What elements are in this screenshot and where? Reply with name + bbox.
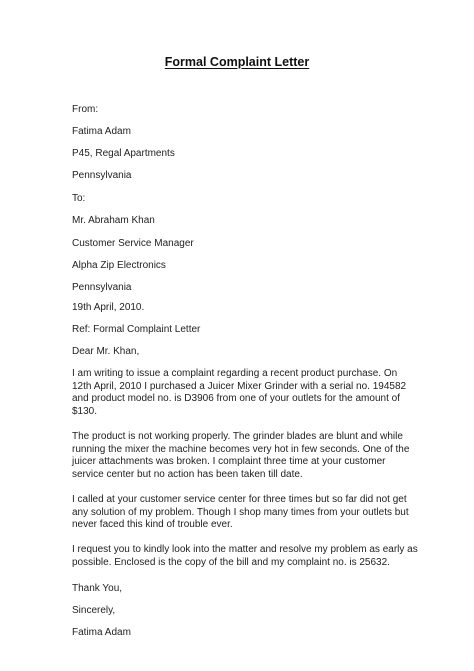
sender-address-line2: Pennsylvania — [72, 170, 132, 181]
closing-line: Sincerely, — [72, 605, 116, 616]
sender-name: Fatima Adam — [72, 126, 131, 137]
letter-title: Formal Complaint Letter — [164, 55, 310, 69]
thank-you-line: Thank You, — [72, 583, 123, 594]
paragraph-line: I am writing to issue a complaint regarding a recent product purchase. On — [72, 368, 398, 379]
paragraph-line: 12th April, 2010 I purchased a Juicer Mixer Grinder with a serial no. 194582 — [72, 380, 407, 392]
paragraph-line: never faced this kind of trouble ever. — [72, 519, 233, 530]
body-paragraph-2 — [72, 431, 418, 481]
paragraph-line: possible. Enclosed is the copy of the bill and my complaint no. is 25632. — [72, 556, 390, 568]
paragraph-line: I request you to kindly look into the matter and resolve my problem as early as — [72, 544, 418, 555]
sender-address-line1: P45, Regal Apartments — [72, 148, 175, 159]
recipient-title: Customer Service Manager — [72, 238, 194, 249]
paragraph-line: The product is not working properly. The grinder blades are blunt and while — [72, 431, 403, 442]
salutation: Dear Mr. Khan, — [72, 346, 140, 357]
to-label: To: — [72, 193, 86, 204]
body-paragraph-1 — [72, 368, 418, 418]
letter-date: 19th April, 2010. — [72, 302, 145, 313]
body-paragraph-4 — [72, 544, 418, 569]
paragraph-line: juicer attachments was broken. I complaint three time at your customer — [72, 456, 386, 467]
paragraph-line: running the mixer the machine becomes very hot in few seconds. One of the — [72, 443, 410, 455]
paragraph-line: and product model no. is D3906 from one of your outlets for the amount of — [72, 393, 400, 404]
letter-reference: Ref: Formal Complaint Letter — [72, 324, 201, 335]
from-label: From: — [72, 104, 99, 115]
body-paragraph-3 — [72, 494, 418, 532]
paragraph-line: $130. — [72, 405, 98, 417]
signature-name: Fatima Adam — [72, 627, 131, 638]
paragraph-line: any solution of my problem. Though I shop many times from your outlets but — [72, 506, 409, 518]
paragraph-line: service center but no action has been taken till date. — [72, 468, 303, 480]
paragraph-line: I called at your customer service center for three times but so far did not get — [72, 494, 407, 505]
recipient-company: Alpha Zip Electronics — [72, 260, 166, 271]
recipient-state: Pennsylvania — [72, 282, 132, 293]
recipient-name: Mr. Abraham Khan — [72, 215, 155, 226]
